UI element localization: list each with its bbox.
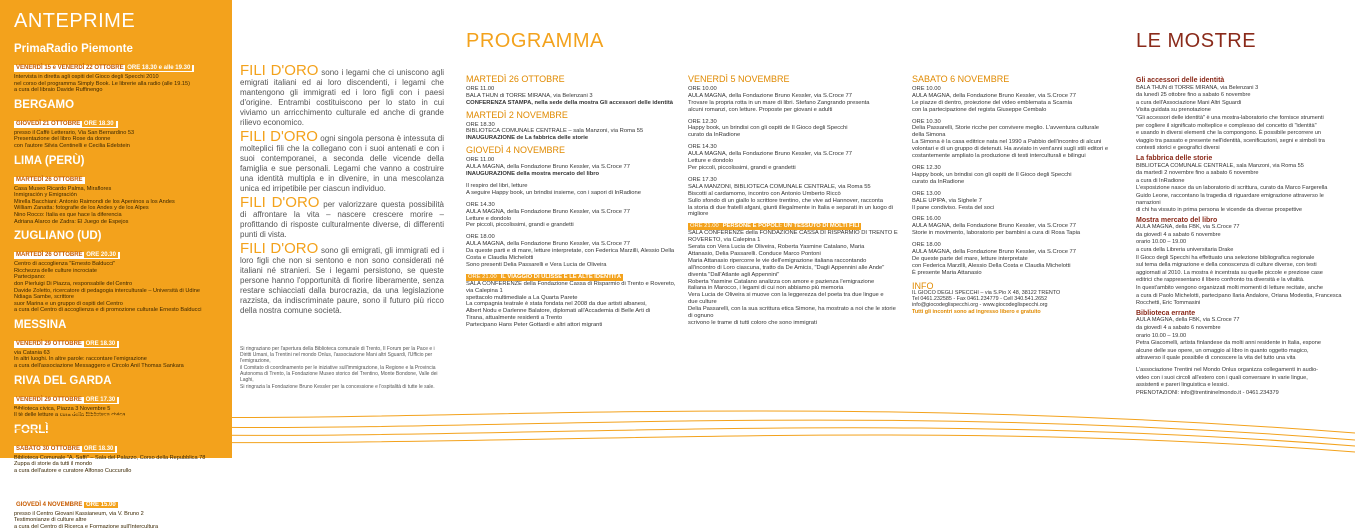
event-date-text: GIOVEDÌ 21 OTTOBRE (16, 120, 81, 127)
event-line: Partecipano: (14, 274, 46, 281)
event-date-text: VENERDÌ 29 OTTOBRE (16, 396, 82, 403)
program-line: Tirana, attualmente residenti a Trento (466, 315, 563, 322)
event-date-text: VENERDÌ 15 e VENERDÌ 22 OTTOBRE (16, 65, 124, 71)
event-line: a cura dell'autore e curatore Alfonso Cuccurullo (14, 468, 132, 475)
program-item (466, 202, 678, 230)
program-item (688, 144, 900, 172)
program-time: ORE 14.30 (466, 201, 495, 208)
program-item (912, 191, 1118, 212)
program-item (466, 122, 678, 143)
mostra-line: attraverso il quale possibile di conoscere la vita del tutto una vita (1136, 355, 1296, 362)
programma-column-2 (688, 72, 900, 332)
program-line: costantemente ampliato la produzione di testi interculturali e bilingui (912, 153, 1086, 160)
program-item (466, 234, 678, 269)
program-line: ROVERETO, via Calepina 1 (688, 237, 761, 244)
program-item (912, 242, 1118, 277)
mostra-line: L'associazione Trentini nel Mondo Onlus organizza collegamenti in audio- (1136, 366, 1319, 373)
program-line: diventa "Dall'Atlante agli Appennini" (688, 271, 780, 278)
mostra-line: da lunedì 25 ottobre fino a sabato 6 novembre (1136, 92, 1251, 99)
anteprima-event (14, 155, 226, 226)
event-city: RIVA DEL GARDA (14, 374, 112, 387)
program-item (688, 86, 900, 114)
mostra-heading: Mostra mercato del libro (1136, 216, 1218, 224)
mostra-line: da martedì 2 novembre fino a sabato 6 novembre (1136, 170, 1259, 177)
program-line: la storia di due fratelli afgani, giunti illegalmente in Italia e separati in un luogo di (688, 204, 893, 211)
event-date (14, 177, 85, 184)
event-date-text: MARTEDÌ 26 OTTOBRE (16, 252, 83, 259)
program-time: ORE 18.00 (912, 242, 941, 249)
mostra-line: "Gli accessori delle identità" è una mostra-laboratorio che fornisce strumenti (1136, 114, 1324, 121)
mostra-line: a cura di Paolo Michelotti, partecipano Ilaria Andalore, Oriana Modestia, Francesca (1136, 292, 1342, 299)
event-time: ORE 17.30 (85, 396, 116, 403)
event-line: a cura del Centro di accoglienza e di promozione culturale Ernesto Balducci (14, 307, 202, 314)
program-item (912, 119, 1118, 160)
event-line: a cura del Centro di Ricerca e Formazione sull'Intercultura (14, 523, 159, 530)
fili-body: per valorizzare questa possibilità di affrontare la vita – nascere crescere morire – profittando di risposte culturalmente diverse, di differenti punti di vista. (240, 200, 445, 239)
mostre-list (1136, 74, 1348, 397)
mostra-line: da giovedì 4 a sabato 6 novembre (1136, 325, 1221, 331)
anteprime-title: ANTEPRIME (14, 10, 136, 32)
fili-lead: FILI D'ORO (240, 62, 319, 79)
program-time: ORE 13.00 (912, 190, 941, 197)
event-line: nel corso del programma Simply Book. Le librerie alla radio (alle 19.15) (14, 80, 190, 87)
program-line: Trovare la propria rotta in un mare di libri. Stefano Zangrando presenta (688, 99, 870, 106)
program-line: con la partecipazione del regista Giuseppe Cembalo (912, 106, 1047, 113)
event-time: ORE 20.30 (86, 252, 116, 259)
fili-paragraph (240, 128, 445, 194)
event-line: Presentazione del libro Rose da donne (14, 136, 111, 143)
program-time: ORE 17.30 (688, 176, 717, 183)
program-line: Attanasio, Delia Passarelli. Conduce Marco Pontoni (688, 250, 821, 257)
event-line: con l'autore Silvia Centinelli e Cecilia Edelstein (14, 142, 130, 149)
event-time: ORE 18.30 (85, 340, 116, 347)
event-city: PrimaRadio Piemonte (14, 43, 133, 55)
event-city: MESSINA (14, 318, 67, 331)
event-date (14, 397, 119, 404)
event-date (14, 502, 120, 509)
program-line: Sono presenti Delia Passarelli e Vera Lucia de Oliveira (466, 261, 607, 268)
program-time: ORE 16.00 (912, 216, 941, 223)
event-line: via Catania 63 (14, 349, 50, 356)
mostra-line: Petra Giacomelli, artista finlandese da molti anni residente in Italia, espone (1136, 340, 1322, 347)
program-line: Le piazze di dentro, proiezione del video emblemata a Scarnia (912, 99, 1073, 106)
mostra-line: di chi ha vissuto in prima persona le vicende da diverse prospettive (1136, 207, 1303, 214)
program-time: ORE 18.30 (466, 121, 495, 128)
program-line: con Federica Marzilli, Alessio Della Costa e Claudia Michelotti (912, 262, 1071, 269)
event-line: Il tè delle letture a cura della Biblioteca civica (14, 412, 126, 419)
info-note: Tutti gli incontri sono ad ingresso libero e gratuito (912, 308, 1041, 315)
program-time: ORE 10.30 (912, 118, 941, 125)
mostra-line: video con i suoi circoli all'estero con i quali conversare in varie lingue, (1136, 374, 1308, 381)
event-date (14, 252, 120, 259)
program-bold-line: INAUGURAZIONE della mostra mercato del libro (466, 170, 600, 177)
program-item (912, 86, 1118, 114)
program-line: BALA THUN di TORRE MIRANA, via Belenzani 3 (466, 92, 593, 99)
mostra-line: a cura della Libreria universitaria Drake (1136, 247, 1234, 254)
mostra-line: aggiornati al 2010. La mostra è incentrata su quelle piccole e preziose case (1136, 269, 1323, 276)
anteprima-event (14, 319, 226, 370)
mostra-line: BIBLIOTECA COMUNALE CENTRALE, sala Manzoni, via Roma 55 (1136, 162, 1304, 169)
anteprima-event (14, 375, 226, 419)
mostra-line: a cura di InRadione (1136, 177, 1185, 184)
mostra-line: assistenti e pareri linguistica e lessici. (1136, 382, 1229, 389)
footnote-line: Si ringraziano per l'apertura della Biblioteca comunale di Trento, Il Forum per la Pace e i Diritti Umani, la Trentini nel mondo Onlus, l'associazione Mani altri Sguardi, l'Ufficio per l'emigrazione, (240, 346, 435, 364)
mostra-line: orario 10.00 – 19.00 (1136, 332, 1187, 339)
event-date (14, 446, 117, 453)
mostra-line: AULA MAGNA, della FBK, via S.Croce 77 (1136, 224, 1240, 231)
event-date-text: VENERDÌ 29 OTTOBRE (16, 340, 82, 347)
mostra-line: viaggio tra passato e presente nell'identità, scenificazioni, segni e simboli tra (1136, 137, 1325, 144)
event-time: ORE 18.30 (83, 120, 114, 127)
program-day: SABATO 6 NOVEMBRE (912, 74, 1010, 84)
mostra-line: In quest'ambito vengono organizzati molti momenti di letture recitate, anche (1136, 285, 1324, 292)
event-city: ZUGLIANO (UD) (14, 230, 102, 243)
program-line: De queste parte del mare, letture interpretate (912, 255, 1028, 262)
program-line: Roberta Yasmine Catalano analizza con amore e pazienza l'emigrazione (688, 278, 875, 285)
programma-column-1 (466, 72, 678, 334)
anteprima-event (14, 99, 226, 150)
event-line: Casa Museo Ricardo Palma, Miraflores (14, 185, 112, 192)
event-line: In altri luoghi. In altre parole: raccontare l'emigrazione (14, 356, 147, 363)
event-line: Inmigración y Emigración (14, 192, 77, 199)
mostre-title: LE MOSTRE (1136, 30, 1257, 52)
mostra-line: e usando in diversi elementi che la compongono. È possibile percorrere un (1136, 130, 1322, 137)
mostra-line: a cura dell'Associazione Mani Altri Sguardi (1136, 99, 1242, 106)
program-line: curato da InRadione (912, 178, 965, 185)
event-date-text: SABATO 30 OTTOBRE (16, 445, 81, 452)
program-item (912, 165, 1118, 186)
mostra-line: Il Gioco degli Specchi ha effettuato una selezione bibliografica regionale (1136, 254, 1315, 261)
program-day: MARTEDÌ 26 OTTOBRE (466, 74, 565, 84)
fili-paragraph (240, 240, 444, 316)
event-line: William Zanatta: fotografie de los Andes y de los Alpes (14, 205, 149, 212)
mostra-line: alcune delle sue opere, un omaggio al libro in quanto oggetto magico, (1136, 347, 1309, 354)
program-line: Happy book, un brindisi con gli ospiti de Il Gioco degli Specchi (688, 125, 848, 132)
event-date-text: GIOVEDÌ 4 NOVEMBRE (16, 501, 83, 508)
program-time: ORE 18.00 (466, 234, 495, 241)
program-bold-line: INAUGURAZIONE de La fabbrica delle storie (466, 135, 589, 142)
mostra-line: contesti storici e geografici diversi (1136, 145, 1220, 152)
event-date-text: MARTEDÌ 26 OTTOBRE (16, 176, 83, 183)
event-line: presso il Centro Giovani Kassianeum, via V. Bruno 2 (14, 510, 144, 517)
program-time: ORE 21.00 (690, 223, 719, 230)
thanks-footnote (240, 346, 444, 391)
program-line: AULA MAGNA, della Fondazione Bruno Kessler, via S.Croce 77 (912, 92, 1077, 99)
program-item (466, 157, 678, 178)
info-line: IL GIOCO DEGLI SPECCHI – via S.Pio X 48, 38122 TRENTO (912, 289, 1061, 296)
program-time: ORE 12.30 (688, 118, 717, 125)
program-line: Il pane condiviso. Festa del soci (912, 204, 995, 211)
mostra-line: Guido Leone, raccontano la tragedia di riguardare emigrazione attraverso le narrazioni (1136, 192, 1324, 206)
anteprime-panel (0, 0, 232, 530)
program-line: Vera Lucia de Oliveira si muove con la leggerezza del poeta tra due lingue e (688, 292, 884, 299)
program-line: Storie in movimento, laboratorio per bambini a cura di Rosa Tapia (912, 230, 1081, 237)
fili-lead: FILI D'ORO (240, 194, 320, 211)
program-line: Albert Nodu e Darlenne Balatore, diplomati all'Accademia di Belle Arti di (466, 308, 651, 315)
event-line: Nino Rocco: Italia es que hace la diferencia (14, 211, 122, 218)
event-line: Testimonianze di culture altre (14, 517, 87, 524)
anteprima-event (14, 480, 226, 530)
program-line: AULA MAGNA, della Fondazione Bruno Kessler, via S.Croce 77 (912, 223, 1077, 230)
program-time: ORE 11.00 (466, 85, 495, 92)
program-line: italiana in Marocco, i legami di cui non abbiamo più memoria (688, 285, 844, 292)
program-line: SALA CONFERENZE della Fondazione Cassa di Risparmio di Trento e Rovereto, via Calepina 1 (466, 280, 676, 294)
info-line: info@giocodeglispecchi.org - www.giocodeglispecchi.org (912, 302, 1048, 309)
program-time: ORE 11.00 (466, 157, 495, 164)
program-line: Delia Passarelli, Storie ricche per convivere meglio. L'avventura culturale (912, 125, 1100, 132)
program-line: Per piccoli, piccolissimi, grandi e grandetti (688, 164, 796, 171)
program-line: volontari e di un gruppo di detenuti. Ha avviato in vent'anni sugli stili editori e (912, 146, 1109, 153)
program-line: A seguire Happy book, un brindisi insieme, con i sapori di InRadione (466, 189, 641, 196)
event-line: Davide Zoletto, ricercatore di pedagogia interculturale – Università di Udine (14, 287, 200, 294)
event-time: ORE 18.30 (83, 445, 114, 452)
event-date (14, 65, 194, 72)
event-line: Ndiaga Sambe, scrittore (14, 294, 75, 301)
fili-doro-text (240, 62, 445, 320)
program-line: Sullo sfondo di un giallo lo scrittore trentino, che vive ad Hannover, racconta (688, 197, 883, 204)
mostra-line: orario 10.00 – 19.00 (1136, 239, 1187, 246)
program-time: ORE 12.30 (912, 164, 941, 171)
mostra-line: per cogliere il significato molteplice e complesso del concetto di "identità" (1136, 122, 1317, 129)
event-line: suor Marina e un gruppo di ospiti del Centro (14, 300, 123, 307)
fili-lead: FILI D'ORO (240, 128, 318, 145)
event-city: BRESSANONE (BZ) (14, 479, 122, 492)
program-line: BIBLIOTECA COMUNALE CENTRALE – sala Manzoni, via Roma 55 (466, 128, 644, 135)
program-line: La Simona è la casa editrice nata nel 1990 a Pabbio dell'incontro di alcuni (912, 139, 1102, 146)
event-line: Ricchezza delle culture incrociate (14, 267, 98, 274)
program-time: ORE 10.00 (688, 85, 717, 92)
program-item (466, 183, 678, 197)
program-day: VENERDÌ 5 NOVEMBRE (688, 74, 790, 84)
event-city: LIMA (PERÙ) (14, 154, 85, 167)
fili-paragraph (240, 62, 444, 128)
event-line: a cura del libraio Davide Ruffinengo (14, 87, 103, 94)
mostra-heading: Gli accessori delle identità (1136, 77, 1225, 84)
event-line: don Pierluigi Di Piazza, responsabile del Centro (14, 280, 133, 287)
fili-body: sono i legami che ci uniscono agli emigrati italiani ed ai loro discendenti, i legami che mantengono gli immigrati ed i loro figli con i paesi d'origine. Entrambi costituiscono per lo stato in cui viviamo un arricchimento culturale ed anche di grande rilievo economico. (240, 68, 444, 127)
program-line: alcuni romanzi, con letture. Proposte per giovani e adulti (688, 106, 833, 113)
program-line: Maria Attanasio ripercorre le vie dell'emigrazione italiana raccontando (688, 257, 867, 264)
event-line: Biblioteca Comunale "A. Saffi" – Sala del Palazzo, Corso della Repubblica 78 (14, 454, 206, 461)
anteprima-event (14, 43, 226, 94)
info-block (912, 280, 1118, 316)
program-day: MARTEDÌ 2 NOVEMBRE (466, 109, 568, 120)
program-line: BALE UPIPA, via Sighele 7 (912, 197, 982, 204)
event-line: Centro di accoglienza "Ernesto Balducci" (14, 261, 116, 268)
event-city: BERGAMO (14, 98, 75, 111)
program-day: GIOVEDÌ 4 NOVEMBRE (466, 145, 566, 156)
event-line: Mirella Bacchiani: Antonio Raimondi de los Apeninos a los Andes (14, 198, 175, 205)
program-line: AULA MAGNA, della Fondazione Bruno Kessler, via S.Croce 77 (466, 241, 631, 248)
event-city: FORLÌ (14, 423, 49, 436)
program-line: Per piccoli, piccolissimi, grandi e grandetti (466, 222, 574, 229)
fili-body: sono gli emigrati, gli immigrati ed i loro figli che non si sentono e non sono considerati né italiani né stranieri. Se i legami persistono, se queste persone hanno l'opportunità di fiorire liberamente, senza restare schiacciati dalla burocrazia, da una legislazione razzista, da indiscriminate paure, sono il futuro più ricco della nostra comune società. (240, 246, 444, 315)
event-line: a cura dell'associazione Messaggero e Circolo Anil Thomas Sankara (14, 363, 184, 370)
program-line: AULA MAGNA, della Fondazione Bruno Kessler, via S.Croce 77 (466, 208, 631, 215)
mostra-line: L'esposizione nasce da un laboratorio di scrittura, curato da Marco Fargerella (1136, 185, 1328, 192)
program-line: AULA MAGNA, della Fondazione Bruno Kessler, via S.Croce 77 (466, 164, 631, 171)
mostra-line: BALA THUN di TORRE MIRANA, via Belenzani 3 (1136, 84, 1259, 91)
anteprima-event (14, 424, 226, 475)
mostra-line: sul tema della migrazione e della conoscenza di culture diverse, con testi (1136, 262, 1317, 269)
program-line: Biscotti al cardamomo, incontro con Antonio Umberto Riccò (688, 190, 841, 197)
event-date (14, 121, 118, 128)
footnote-line: Si ringrazia la Fondazione Bruno Kessler per la concessione e l'ospitalità di tutte le sale. (240, 384, 435, 390)
program-line: della Simona (912, 132, 946, 139)
program-item (688, 119, 900, 140)
program-line: all'incontro di Loro ciascuna, tratto da De Amicis, "Dagli Appennini alle Ande" (688, 264, 885, 271)
event-line: Intervista in diretta agli ospiti del Gioco degli Specchi 2010 (14, 74, 159, 80)
fili-body: ogni singola persona è intessuta di molteplici fili che la collegano con i suoi antenati e con i suoi contemporanei, a seconda delle vicende della famiglia e sue personali. Legami che vanno a costruire una identità multipla e in divenire, in una mescolanza unica ed irripetibile per ciascun individuo. (240, 134, 445, 193)
info-line: Tel 0461.232585 - Fax 0461.234779 - Cell 340.541.2652 (912, 295, 1048, 302)
program-line: AULA MAGNA, della Fondazione Bruno Kessler, via S.Croce 77 (912, 249, 1077, 256)
program-line: Delia Passarelli, con la sua scrittura etica Simone, ha mostrato a noi che le storie di ognuno (688, 306, 896, 320)
mostra-line: editrici che rappresentano il libero confronto tra diversità e la vitalità. (1136, 277, 1305, 284)
event-line: presso il Caffè Letterario, Via San Bernardino 53 (14, 129, 135, 136)
mostra-heading: La fabbrica delle storie (1136, 154, 1213, 162)
program-time: ORE 21.00 (468, 273, 497, 280)
program-bold-line: CONFERENZA STAMPA, nella sede della mostra Gli accessori delle identità (466, 99, 674, 106)
program-line: Partecipano Hans Peter Gottardi e altri attori migranti (466, 322, 603, 329)
mostra-line: AULA MAGNA, della FBK, via S.Croce 77 (1136, 317, 1240, 324)
program-line: Il respiro del libri, letture (466, 182, 528, 189)
fili-paragraph (240, 194, 445, 240)
event-line: Adriana Alarco de Zadra: El Juego de Espejos (14, 218, 129, 225)
program-item (688, 223, 900, 327)
program-line: La compagnia teatrale è stata fondata nel 2008 da due artisti albanesi, (466, 301, 647, 308)
mostra-line: Rocchetti, Eric Tommasini (1136, 300, 1201, 307)
program-line: SALA CONFERENZE della FONDAZIONE CASSA DI RISPARMIO DI TRENTO E (688, 230, 898, 237)
anteprime-list (14, 43, 226, 530)
fili-lead: FILI D'ORO (240, 240, 319, 257)
program-line: È presente Maria Attanasio (912, 269, 982, 276)
program-line: Happy book, un brindisi con gli ospiti de Il Gioco degli Specchi (912, 171, 1072, 178)
program-highlight-title: IL VIAGGIO DI ULISSE E LE ALTE IDENTITÀ (500, 273, 622, 280)
event-line: Zuppa di storie da tutti il mondo (14, 461, 93, 468)
program-highlight-title: PERSONE E POPOLI: UN TESSUTO DI MOLTI FILI (722, 223, 860, 230)
program-line: Letture e dondolo (688, 158, 734, 165)
program-item (466, 86, 678, 107)
program-line: spettacolo multimediale a La Quarta Parete (466, 294, 578, 301)
program-line: AULA MAGNA, della Fondazione Bruno Kessler, via S.Croce 77 (688, 92, 853, 99)
program-line: scrivono le trame di tutti coloro che sono immigrati (688, 320, 817, 326)
program-line: Letture e dondolo (466, 215, 512, 222)
event-line: Biblioteca civica, Piazza 3 Novembre 5 (14, 405, 111, 412)
program-time: ORE 14.30 (688, 144, 717, 151)
program-line: due culture (688, 299, 717, 306)
info-title: INFO (912, 280, 934, 291)
program-line: Da queste parti e di mare, letture interpretate, con Federica Marzilli, Alessio Della Costa e Claudia Michelotti (466, 248, 675, 262)
program-line: migliore (688, 211, 709, 218)
event-time: ORE 15.00 (86, 501, 116, 508)
program-time: ORE 10.00 (912, 85, 941, 92)
program-line: AULA MAGNA, della Fondazione Bruno Kessler, via S.Croce 77 (688, 151, 853, 158)
programma-column-3 (912, 72, 1118, 315)
event-date (14, 341, 119, 348)
program-item (466, 274, 678, 329)
event-time: ORE 18.30 e alle 19.30 (127, 65, 191, 71)
program-line: Serata con Vera Lucia de Oliveira, Roberta Yasmine Catalano, Maria (688, 244, 865, 251)
footnote-line: il Comitato di coordinamento per le iniziative sull'immigrazione, la Regione e la Provincia Autonoma di Trento, la Fondazione Museo storico del Trentino, Monte Bondone, Valle dei Laghi, (240, 365, 438, 383)
program-line: curato da InRadione (688, 132, 741, 139)
anteprima-event (14, 230, 226, 314)
program-line: SALA MANZONI, BIBLIOTECA COMUNALE CENTRALE, via Roma 55 (688, 183, 871, 190)
mostra-line: PRENOTAZIONI: info@trentininelmondo.it - 0461.234379 (1136, 389, 1279, 396)
program-item (688, 177, 900, 218)
program-item (912, 216, 1118, 237)
mostra-line: Visita guidata su prenotazione (1136, 107, 1211, 114)
programma-title: PROGRAMMA (466, 30, 604, 52)
mostra-line: da giovedì 4 a sabato 6 novembre (1136, 231, 1221, 238)
mostra-heading: Biblioteca errante (1136, 309, 1196, 317)
